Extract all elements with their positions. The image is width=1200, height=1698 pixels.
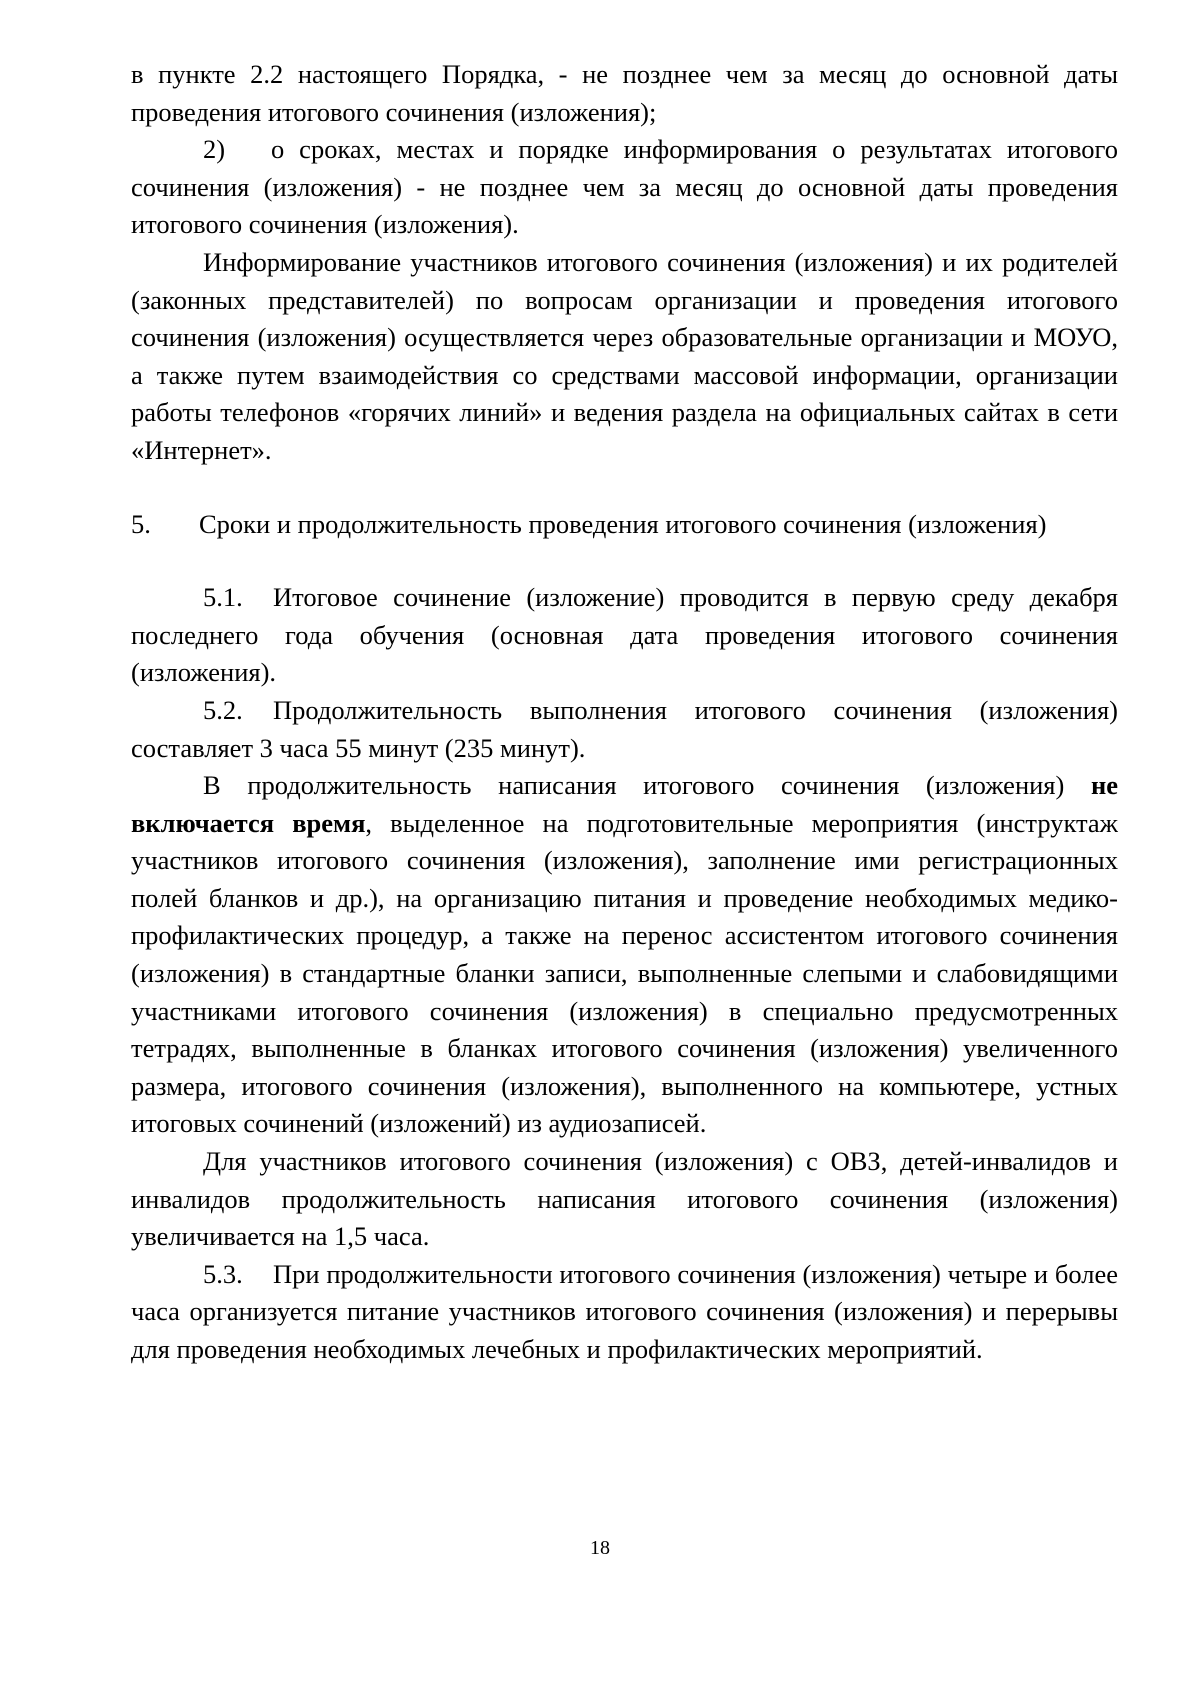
section-title: Сроки и продолжительность проведения итогового сочинения (изложения) xyxy=(199,508,1047,539)
clause-5-2 xyxy=(131,692,1118,767)
clause-text: При продолжительности итогового сочинения (изложения) четыре и более часа организуется питание участников итогового сочинения (изложения) и перерывы для проведения необходимых лечебных и профилактических мероприятий. xyxy=(131,1258,1118,1364)
clause-5-1 xyxy=(131,579,1118,692)
emphasis-not-included: не включается время xyxy=(131,770,1119,838)
section-number: 5. xyxy=(131,508,151,539)
list-item-text: о сроках, местах и порядке информирования о результатах итогового сочинения (изложения) - не позднее чем за месяц до основной даты проведения итогового сочинения (изложения). xyxy=(131,134,1118,240)
list-item-number: 2) xyxy=(203,134,226,165)
clause-5-3 xyxy=(131,1256,1118,1369)
document-page xyxy=(131,56,1118,1369)
list-item-2 xyxy=(131,131,1118,244)
clause-text: Продолжительность выполнения итогового сочинения (изложения) составляет 3 часа 55 минут (235 минут). xyxy=(131,694,1118,763)
clause-number: 5.2. xyxy=(203,694,243,725)
page-number: 18 xyxy=(590,1537,610,1559)
paragraph-start: В продолжительность написания итогового сочинения (изложения) xyxy=(203,770,1065,801)
paragraph-duration-exclusions xyxy=(131,767,1118,1143)
clause-number: 5.1. xyxy=(203,582,243,613)
paragraph-continuation: в пункте 2.2 настоящего Порядка, - не позднее чем за месяц до основной даты проведения итогового сочинения (изложения); xyxy=(131,59,1118,127)
clause-number: 5.3. xyxy=(203,1258,243,1289)
paragraph-ovz: Для участников итогового сочинения (изложения) с ОВЗ, детей-инвалидов и инвалидов продолжительность написания итогового сочинения (изложения) увеличивается на 1,5 часа. xyxy=(131,1146,1118,1252)
paragraph-informing: Информирование участников итогового сочинения (изложения) и их родителей (законных представителей) по вопросам организации и проведения итогового сочинения (изложения) осуществляется через образовательные организации и МОУО, а также путем взаимодействия со средствами массовой информации, организации работы телефонов «горячих линий» и ведения раздела на официальных сайтах в сети «Интернет». xyxy=(131,246,1118,465)
paragraph-rest: , выделенное на подготовительные мероприятия (инструктаж участников итогового сочинения (изложения), заполнение ими регистрационных полей бланков и др.), на организацию питания и проведение необходимых медико-профилактических процедур, а также на перенос ассистентом итогового сочинения (изложения) в стандартные бланки записи, выполненные слепыми и слабовидящими участниками итогового сочинения (изложения) в специально предусмотренных тетрадях, выполненные в бланках итогового сочинения (изложения) увеличенного размера, итогового сочинения (изложения), выполненного на компьютере, устных итоговых сочинений (изложений) из аудиозаписей. xyxy=(131,807,1118,1139)
clause-text: Итоговое сочинение (изложение) проводится в первую среду декабря последнего года обучения (основная дата проведения итогового сочинения (изложения). xyxy=(131,582,1118,688)
section-heading xyxy=(131,506,1118,544)
